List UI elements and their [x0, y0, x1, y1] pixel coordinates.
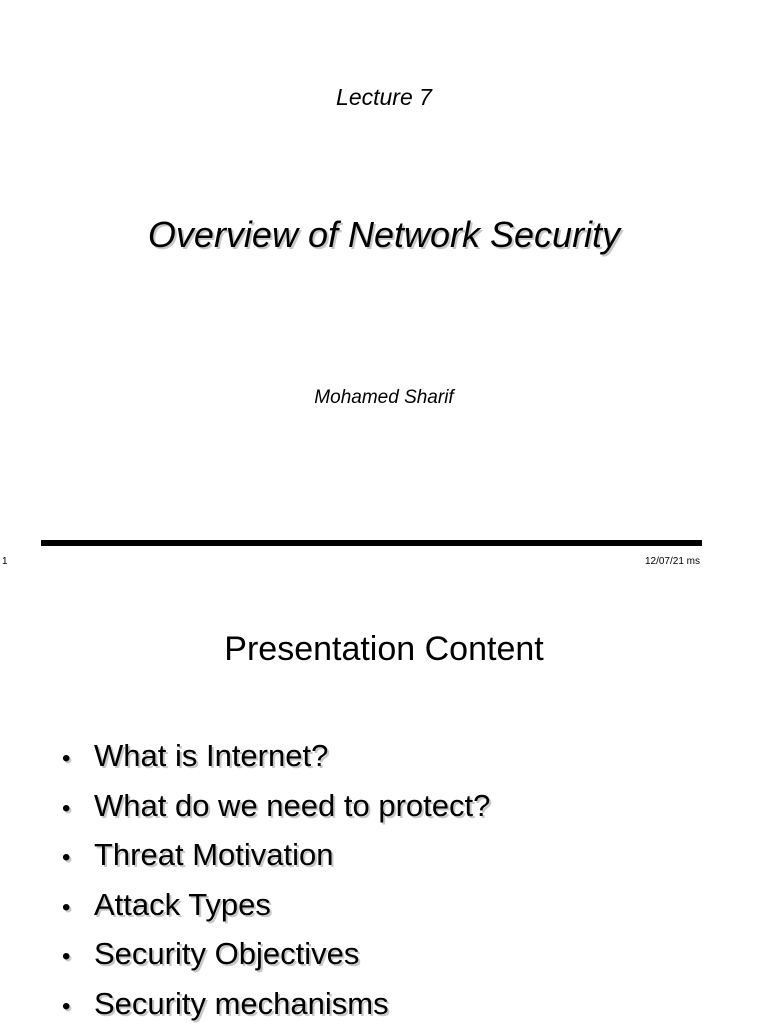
bullet-item — [62, 837, 490, 887]
bullet-item — [62, 738, 490, 788]
bullet-dot-icon: • — [62, 795, 94, 823]
bullet-text: What do we need to protect? — [94, 788, 490, 824]
bullet-list — [62, 738, 490, 1035]
slide-title: Overview of Network Security — [0, 214, 768, 256]
bullet-dot-icon: • — [62, 943, 94, 971]
bullet-item — [62, 986, 490, 1035]
author-name: Mohamed Sharif — [0, 387, 768, 409]
lecture-label: Lecture 7 — [0, 84, 768, 111]
bullet-text: Attack Types — [94, 887, 271, 923]
bullet-dot-icon: • — [62, 894, 94, 922]
footer-date-initials: 12/07/21 ms — [645, 556, 700, 567]
content-slide — [0, 580, 768, 1024]
bullet-text: Security mechanisms — [94, 986, 389, 1022]
bullet-item — [62, 936, 490, 986]
bullet-dot-icon: • — [62, 844, 94, 872]
bullet-text: What is Internet? — [94, 738, 328, 774]
bullet-dot-icon: • — [62, 745, 94, 773]
bullet-item — [62, 887, 490, 937]
content-heading: Presentation Content — [0, 630, 768, 669]
bullet-item — [62, 788, 490, 838]
bullet-text: Threat Motivation — [94, 837, 334, 873]
slide-number: 1 — [2, 556, 8, 567]
bullet-text: Security Objectives — [94, 936, 359, 972]
footer-divider — [41, 540, 702, 546]
bullet-dot-icon: • — [62, 993, 94, 1021]
